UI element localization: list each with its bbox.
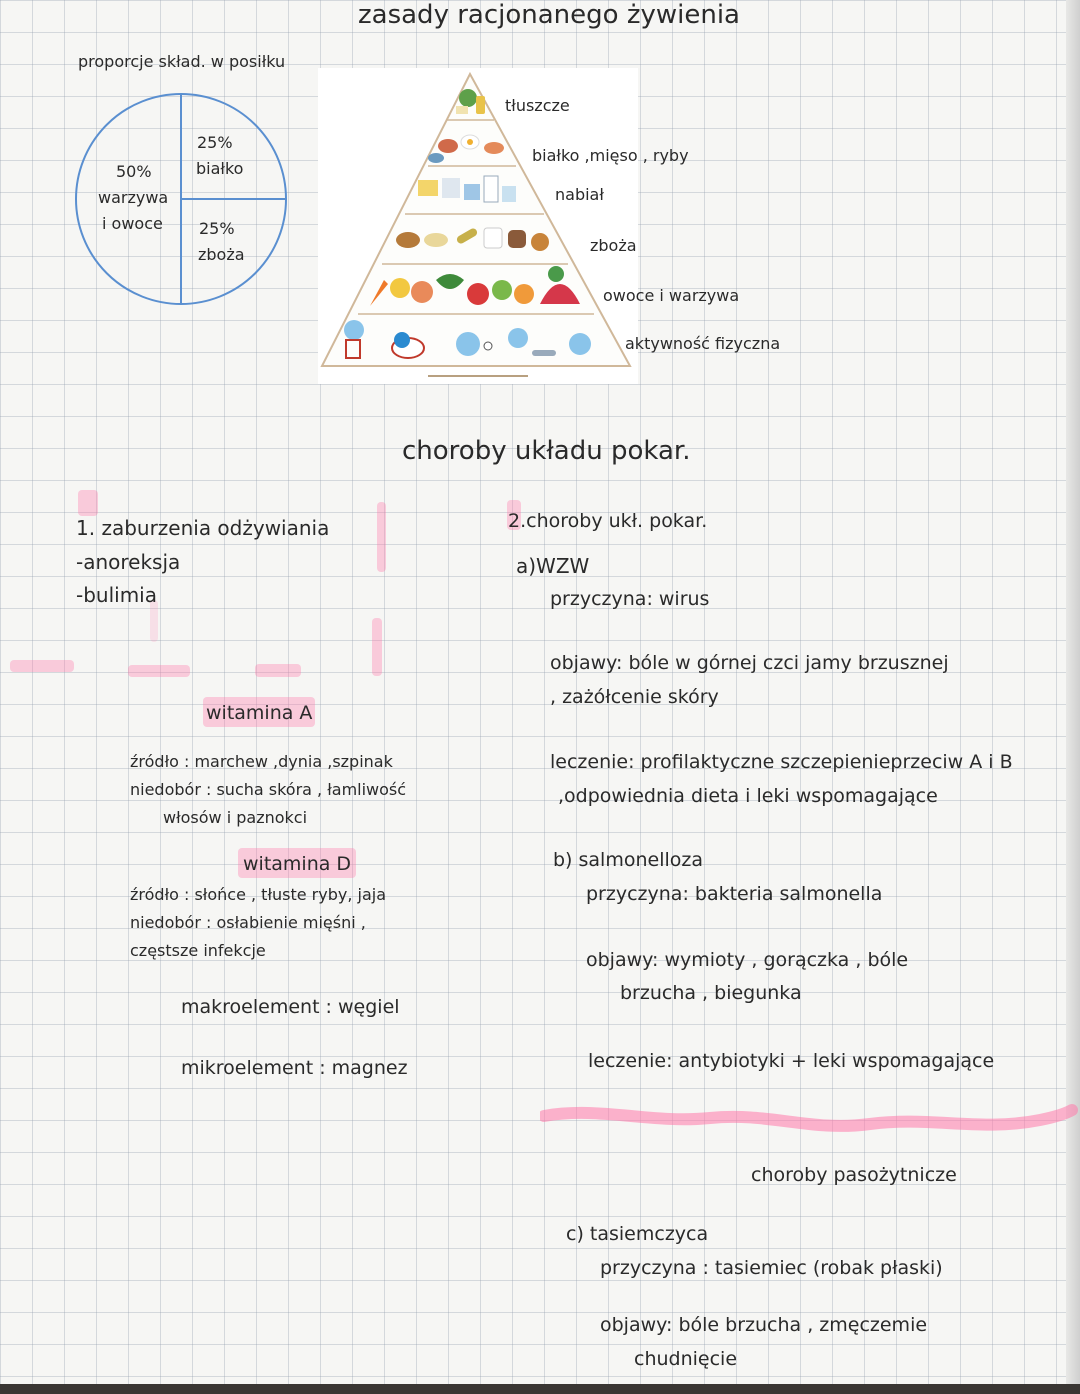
page-edge (1066, 0, 1080, 1394)
pie-br-percent: 25% (199, 219, 235, 238)
right-heading-diseases: 2.choroby ukł. pokar. (508, 510, 708, 532)
macroelement: makroelement : węgiel (181, 996, 400, 1018)
highlight-dash (128, 665, 190, 677)
left-item-anorexia: -anoreksja (76, 550, 181, 574)
highlight-dash (10, 660, 74, 672)
vitamin-d-heading: witamina D (243, 853, 352, 875)
disease-c-cause: przyczyna : tasiemiec (robak płaski) (600, 1257, 943, 1279)
highlight-mark (377, 502, 386, 572)
pyramid-label-protein: białko ,mięso , ryby (532, 146, 689, 165)
disease-a-treatment-2: ,odpowiednia dieta i leki wspomagające (558, 785, 938, 807)
pie-left-label-2: i owoce (102, 214, 163, 233)
disease-a-cause: przyczyna: wirus (550, 588, 710, 610)
disease-b-cause: przyczyna: bakteria salmonella (586, 883, 883, 905)
pie-caption: proporcje skład. w posiłku (78, 52, 286, 71)
vitamin-a-deficiency-1: niedobór : sucha skóra , łamliwość (130, 780, 407, 799)
vitamin-a-heading: witamina A (206, 702, 313, 724)
vitamin-d-source: źródło : słońce , tłuste ryby, jaja (130, 885, 387, 904)
disease-b-symptoms-2: brzucha , biegunka (620, 982, 802, 1004)
vitamin-a-source: źródło : marchew ,dynia ,szpinak (130, 752, 393, 771)
disease-c-symptoms-2: chudnięcie (634, 1348, 738, 1370)
food-pyramid (318, 68, 638, 388)
pie-left-label-1: warzywa (98, 188, 169, 207)
pie-br-label: zboża (198, 245, 245, 264)
left-item-bulimia: -bulimia (76, 583, 157, 607)
pie-left-percent: 50% (116, 162, 152, 181)
pie-tr-percent: 25% (197, 133, 233, 152)
disease-b-heading: b) salmonelloza (553, 849, 703, 871)
pyramid-label-fats: tłuszcze (505, 96, 570, 115)
vitamin-a-deficiency-2: włosów i paznokci (163, 808, 308, 827)
disease-c-heading: c) tasiemczyca (566, 1223, 709, 1245)
pyramid-label-fruit-veg: owoce i warzywa (603, 286, 740, 305)
disease-a-heading: a)WZW (516, 554, 590, 578)
page-title: zasady racjonanego żywienia (358, 0, 740, 30)
disease-a-symptoms-1: objawy: bóle w górnej czci jamy brzusznej (550, 652, 949, 674)
highlight-dash (255, 664, 301, 677)
disease-b-treatment: leczenie: antybiotyki + leki wspomagające (588, 1050, 995, 1072)
pyramid-label-activity: aktywność fizyczna (625, 334, 781, 353)
highlight-mark (78, 490, 98, 516)
pyramid-label-dairy: nabiał (555, 185, 604, 204)
left-heading-eating-disorders: 1. zaburzenia odżywiania (76, 516, 330, 540)
pyramid-label-grains: zboża (590, 236, 637, 255)
section-title-digestive-diseases: choroby układu pokar. (402, 436, 691, 466)
disease-c-symptoms-1: objawy: bóle brzucha , zmęczemie (600, 1314, 928, 1336)
pie-tr-label: białko (196, 159, 244, 178)
vitamin-d-deficiency-1: niedobór : osłabienie mięśni , (130, 913, 366, 932)
disease-a-symptoms-2: , zażółcenie skóry (550, 686, 719, 708)
disease-a-treatment-1: leczenie: profilaktyczne szczepienieprzeciw A i B (550, 751, 1013, 773)
photo-bottom-edge (0, 1384, 1080, 1394)
parasitic-diseases-heading: choroby pasożytnicze (751, 1164, 957, 1186)
highlight-mark (372, 618, 382, 676)
microelement: mikroelement : magnez (181, 1057, 408, 1079)
vitamin-d-deficiency-2: częstsze infekcje (130, 941, 266, 960)
pink-wave-divider (540, 1102, 1080, 1142)
disease-b-symptoms-1: objawy: wymioty , gorączka , bóle (586, 949, 909, 971)
